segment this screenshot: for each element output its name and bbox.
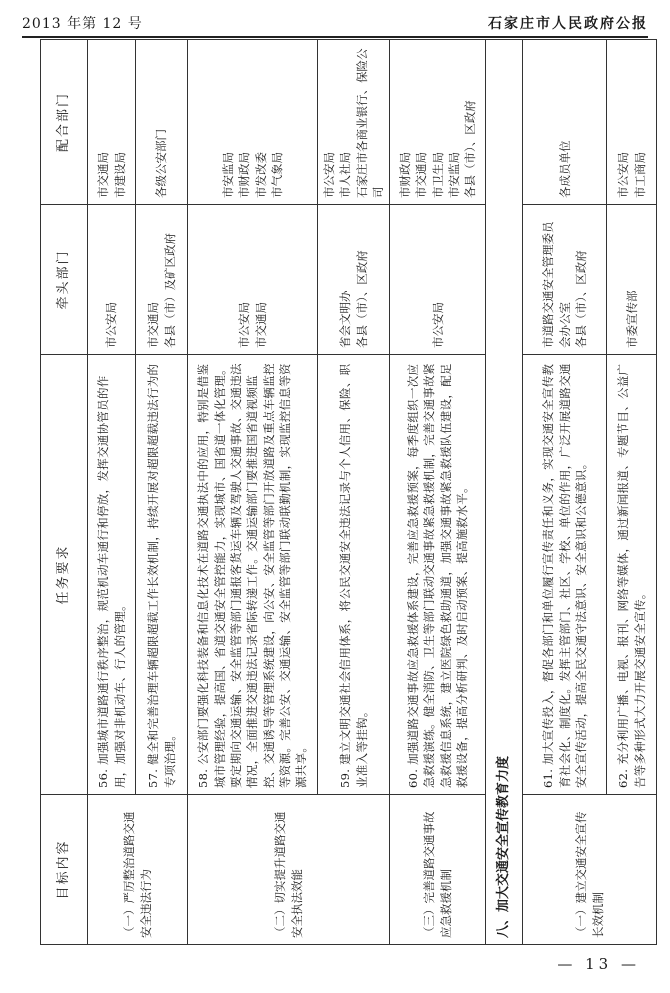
coop-cell: 市财政局 市交通局 市卫生局 市安监局 各县（市）、区政府 bbox=[390, 40, 486, 205]
issue-label: 2013 年第 12 号 bbox=[22, 16, 143, 32]
task-cell: 58. 公安部门要强化科技装备和信息化技术在道路交通执法中的应用，特别是借鉴城市管理经验，提高国、省道交通安全管控能力，实现城市、国省道一体化管理。要定期向交通运输、安全监管等部门通报客货运车辆及驾驶人交通事故、交通违法情况，全面推进交通违法记录省际转递工作。交通运输部门要推进国省道视频监控、交通诱导等管理系统建设，向公安、安全监管等部门开放道路及重点车辆监控等资源。完善公安、交通运输、安全监管等部门联动联勤机制，实现监控信息等资源共享。 bbox=[188, 355, 318, 795]
coop-cell: 市交通局 市建设局 bbox=[88, 40, 136, 205]
goal-cell: （一）建立交通安全宣传长效机制 bbox=[523, 795, 657, 945]
lead-cell: 市道路交通安全管理委员会办公室 各县（市）、区政府 bbox=[523, 205, 607, 355]
task-cell: 62. 充分利用广播、电视、报刊、网络等媒体，通过新闻报道、专题节目、公益广告等多种形式大力开展交通安全宣传。 bbox=[607, 355, 657, 795]
table-row bbox=[188, 40, 318, 945]
task-cell: 59. 建立文明交通社会信用体系，将公民交通安全违法记录与个人信用、保险、职业准入等挂钩。 bbox=[318, 355, 390, 795]
col-header-goal: 目标内容 bbox=[41, 795, 88, 945]
goal-cell: （一）严厉整治道路交通安全违法行为 bbox=[88, 795, 188, 945]
task-cell: 57. 健全和完善治理车辆超限超载工作长效机制，持续开展对超限超载违法行为的专项治理。 bbox=[136, 355, 188, 795]
coop-cell: 各级公安部门 bbox=[136, 40, 188, 205]
task-cell: 56. 加强城市道路通行秩序整治，规范机动车通行和停放，发挥交通协管员的作用，加强对非机动车、行人的管理。 bbox=[88, 355, 136, 795]
coop-cell: 市安监局 市财政局 市发改委 市气象局 bbox=[188, 40, 318, 205]
coop-cell: 各成员单位 bbox=[523, 40, 607, 205]
publication-title: 石家庄市人民政府公报 bbox=[488, 16, 648, 32]
section-heading: 八、加大交通安全宣传教育力度 bbox=[486, 40, 523, 945]
col-header-coop: 配合部门 bbox=[41, 40, 88, 205]
table-row bbox=[390, 40, 486, 945]
lead-cell: 市委宣传部 bbox=[607, 205, 657, 355]
goal-cell: （三）完善道路交通事故应急救援机制 bbox=[390, 795, 486, 945]
page-header bbox=[22, 10, 648, 38]
lead-cell: 市公安局 bbox=[88, 205, 136, 355]
task-cell: 61. 加大宣传投入，督促各部门和单位履行宣传责任和义务，实现交通安全宣传教育社会化、制度化。发挥主管部门、社区、学校、单位的作用，广泛开展道路交通安全宣传活动，提高全民交通守法意识、安全意识和公德意识。 bbox=[523, 355, 607, 795]
goal-cell: （二）切实提升道路交通安全执法效能 bbox=[188, 795, 390, 945]
table-header-row bbox=[41, 40, 88, 945]
section-row bbox=[486, 40, 523, 945]
lead-cell: 市交通局 各县（市）及矿区政府 bbox=[136, 205, 188, 355]
lead-cell: 省会文明办 各县（市）、区政府 bbox=[318, 205, 390, 355]
col-header-task: 任务要求 bbox=[41, 355, 88, 795]
table-row bbox=[88, 40, 136, 945]
coop-cell: 市公安局 市工商局 bbox=[607, 40, 657, 205]
lead-cell: 市公安局 市交通局 bbox=[188, 205, 318, 355]
col-header-lead: 牵头部门 bbox=[41, 205, 88, 355]
table-row bbox=[523, 40, 607, 945]
coop-cell: 市公安局 市人社局 石家庄市各商业银行、保险公司 bbox=[318, 40, 390, 205]
task-cell: 60. 加强道路交通事故应急救援体系建设，完善应急救援预案，每季度组织一次应急救援演练。健全消防、卫生等部门联动交通事故紧急救援机制，完善交通事故紧急救援信息系统，建立医院绿色救助通道，加强交通事故紧急救援队伍建设，配足救援设备，提高分析研判、及时启动预案、提高施救水平。 bbox=[390, 355, 486, 795]
task-table bbox=[40, 39, 657, 945]
rotated-table-area bbox=[40, 40, 647, 945]
lead-cell: 市公安局 bbox=[390, 205, 486, 355]
page-number: — 13 — bbox=[557, 955, 640, 973]
